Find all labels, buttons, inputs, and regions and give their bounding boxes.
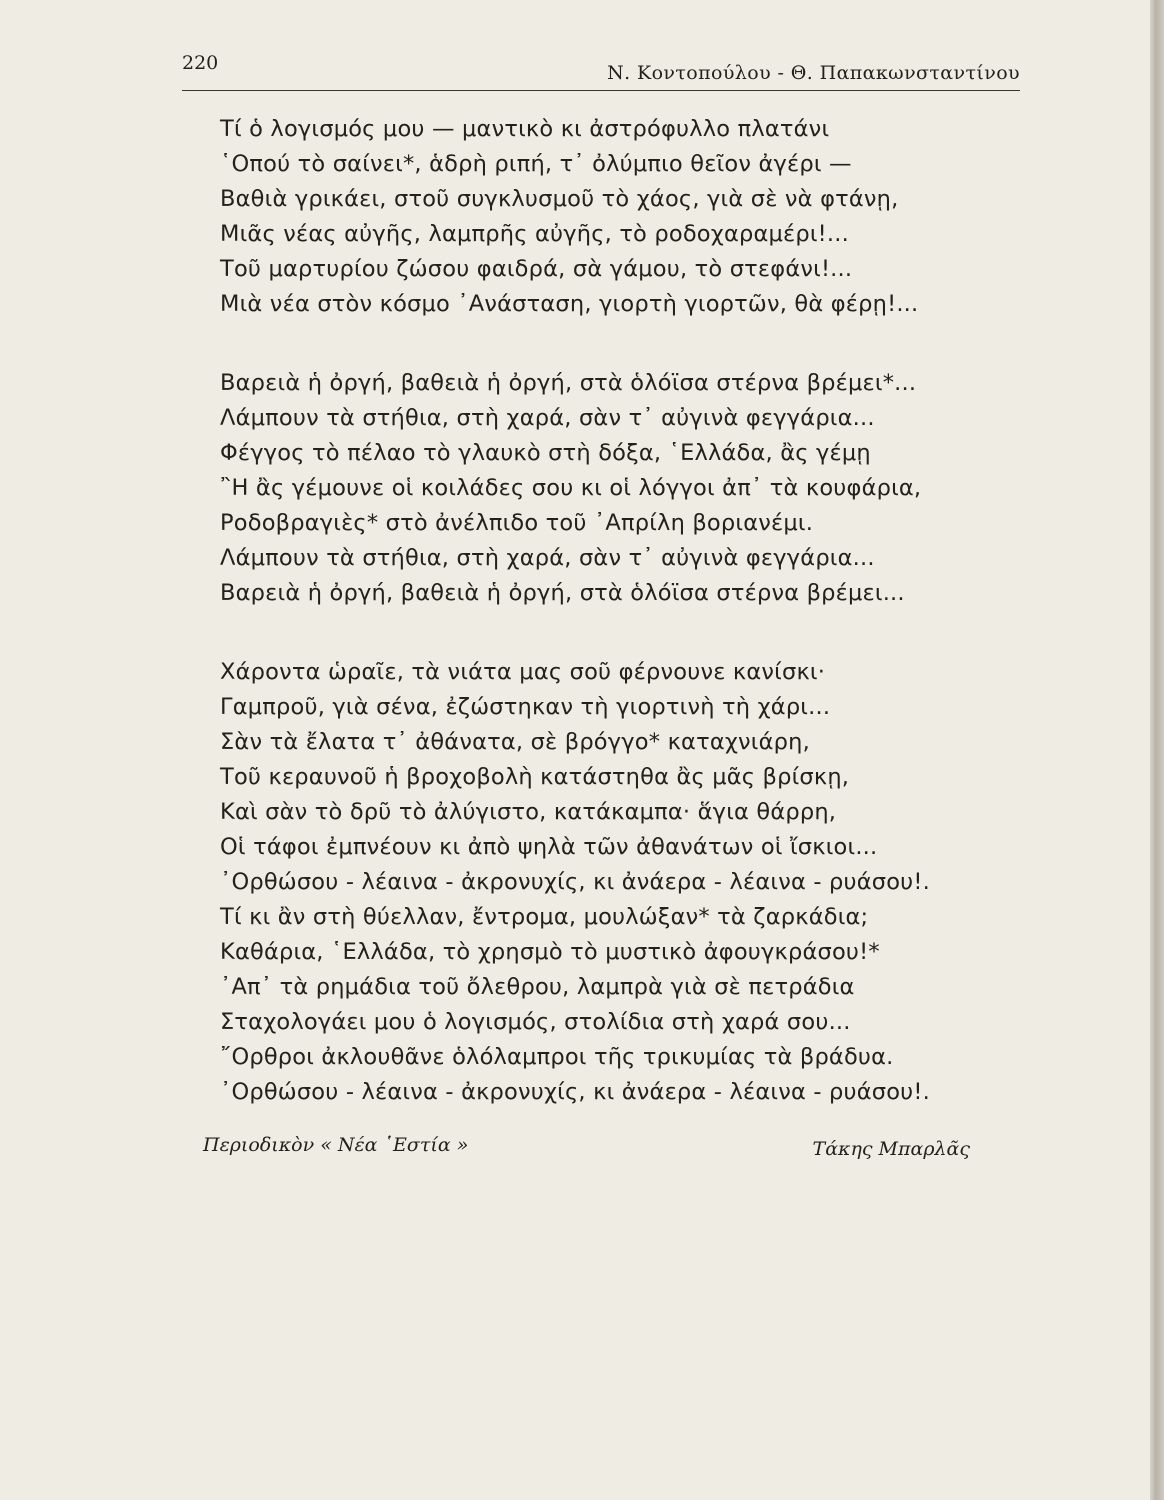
verse: Ροδοβραγιὲς* στὸ ἀνέλπιδο τοῦ ᾿Απρίλη βοριανέμι.: [220, 510, 814, 536]
source-credit: Περιοδικὸν « Νέα ῾Εστία »: [203, 1134, 469, 1156]
verse: Βαρειὰ ἡ ὀργή, βαθειὰ ἡ ὀργή, στὰ ὁλόϊσα στέρνα βρέμει...: [220, 580, 905, 606]
verse: Γαμπροῦ, γιὰ σένα, ἐζώστηκαν τὴ γιορτινὴ τὴ χάρι...: [220, 694, 831, 720]
verse: Βαθιὰ γρικάει, στοῦ συγκλυσμοῦ τὸ χάος, γιὰ σὲ νὰ φτάνῃ,: [220, 186, 899, 212]
stanza-2: [220, 366, 1020, 611]
verse: ᾿Ορθώσου - λέαινα - ἀκρονυχίς, κι ἀνάερα - λέαινα - ρυάσου!.: [220, 1079, 930, 1105]
verse: Λάμπουν τὰ στήθια, στὴ χαρά, σὰν τ᾿ αὐγινὰ φεγγάρια...: [220, 405, 875, 431]
verse: Φέγγος τὸ πέλαο τὸ γλαυκὸ στὴ δόξα, ῾Ελλάδα, ἂς γέμῃ: [220, 440, 871, 466]
verse: Τί κι ἂν στὴ θύελλαν, ἔντρομα, μουλώξαν* τὰ ζαρκάδια;: [220, 904, 869, 930]
verse: Τοῦ μαρτυρίου ζώσου φαιδρά, σὰ γάμου, τὸ στεφάνι!...: [220, 256, 853, 282]
header-rule: [182, 90, 1020, 91]
verse: ῍Η ἂς γέμουνε οἱ κοιλάδες σου κι οἱ λόγγοι ἀπ᾿ τὰ κουφάρια,: [220, 475, 922, 501]
poem-footer: [203, 1134, 970, 1164]
stanza-1: [220, 112, 1020, 322]
verse: Τί ὁ λογισμός μου — μαντικὸ κι ἀστρόφυλλο πλατάνι: [220, 116, 830, 142]
verse: Χάροντα ὡραῖε, τὰ νιάτα μας σοῦ φέρνουνε κανίσκι·: [220, 659, 826, 685]
verse: Λάμπουν τὰ στήθια, στὴ χαρά, σὰν τ᾿ αὐγινὰ φεγγάρια...: [220, 545, 875, 571]
verse: ᾿Απ᾿ τὰ ρημάδια τοῦ ὄλεθρου, λαμπρὰ γιὰ σὲ πετράδια: [220, 974, 855, 1000]
verse: Σὰν τὰ ἔλατα τ᾿ ἀθάνατα, σὲ βρόγγο* καταχνιάρη,: [220, 729, 810, 755]
verse: ῾Οπού τὸ σαίνει*, ἁδρὴ ριπή, τ᾿ ὀλύμπιο θεῖον ἀγέρι —: [220, 151, 852, 177]
verse: Καθάρια, ῾Ελλάδα, τὸ χρησμὸ τὸ μυστικὸ ἀφουγκράσου!*: [220, 939, 880, 965]
verse: ᾿Ορθώσου - λέαινα - ἀκρονυχίς, κι ἀνάερα - λέαινα - ρυάσου!.: [220, 869, 930, 895]
verse: Σταχολογάει μου ὁ λογισμός, στολίδια στὴ χαρά σου...: [220, 1009, 851, 1035]
verse: ῎Ορθροι ἀκλουθᾶνε ὁλόλαμπροι τῆς τρικυμίας τὰ βράδυα.: [220, 1044, 894, 1070]
verse: Οἱ τάφοι ἐμπνέουν κι ἀπὸ ψηλὰ τῶν ἀθανάτων οἱ ἴσκιοι...: [220, 834, 878, 860]
page-header: [182, 52, 1020, 92]
verse: Μιᾶς νέας αὐγῆς, λαμπρῆς αὐγῆς, τὸ ροδοχαραμέρι!...: [220, 221, 849, 247]
verse: Βαρειὰ ἡ ὀργή, βαθειὰ ἡ ὀργή, στὰ ὁλόϊσα στέρνα βρέμει*...: [220, 370, 917, 396]
stanza-3: [220, 655, 1020, 1110]
poem: [220, 112, 1020, 1110]
author-credit: Τάκης Μπαρλᾶς: [812, 1138, 970, 1160]
running-head: Ν. Κοντοπούλου - Θ. Παπακωνσταντίνου: [607, 62, 1020, 84]
verse: Τοῦ κεραυνοῦ ἡ βροχοβολὴ κατάστηθα ἂς μᾶς βρίσκῃ,: [220, 764, 850, 790]
verse: Καὶ σὰν τὸ δρῦ τὸ ἀλύγιστο, κατάκαμπα· ἅγια θάρρη,: [220, 799, 837, 825]
page-number: 220: [182, 52, 219, 74]
verse: Μιὰ νέα στὸν κόσμο ᾿Ανάσταση, γιορτὴ γιορτῶν, θὰ φέρῃ!...: [220, 291, 919, 317]
book-page-edge: [1150, 0, 1164, 1500]
